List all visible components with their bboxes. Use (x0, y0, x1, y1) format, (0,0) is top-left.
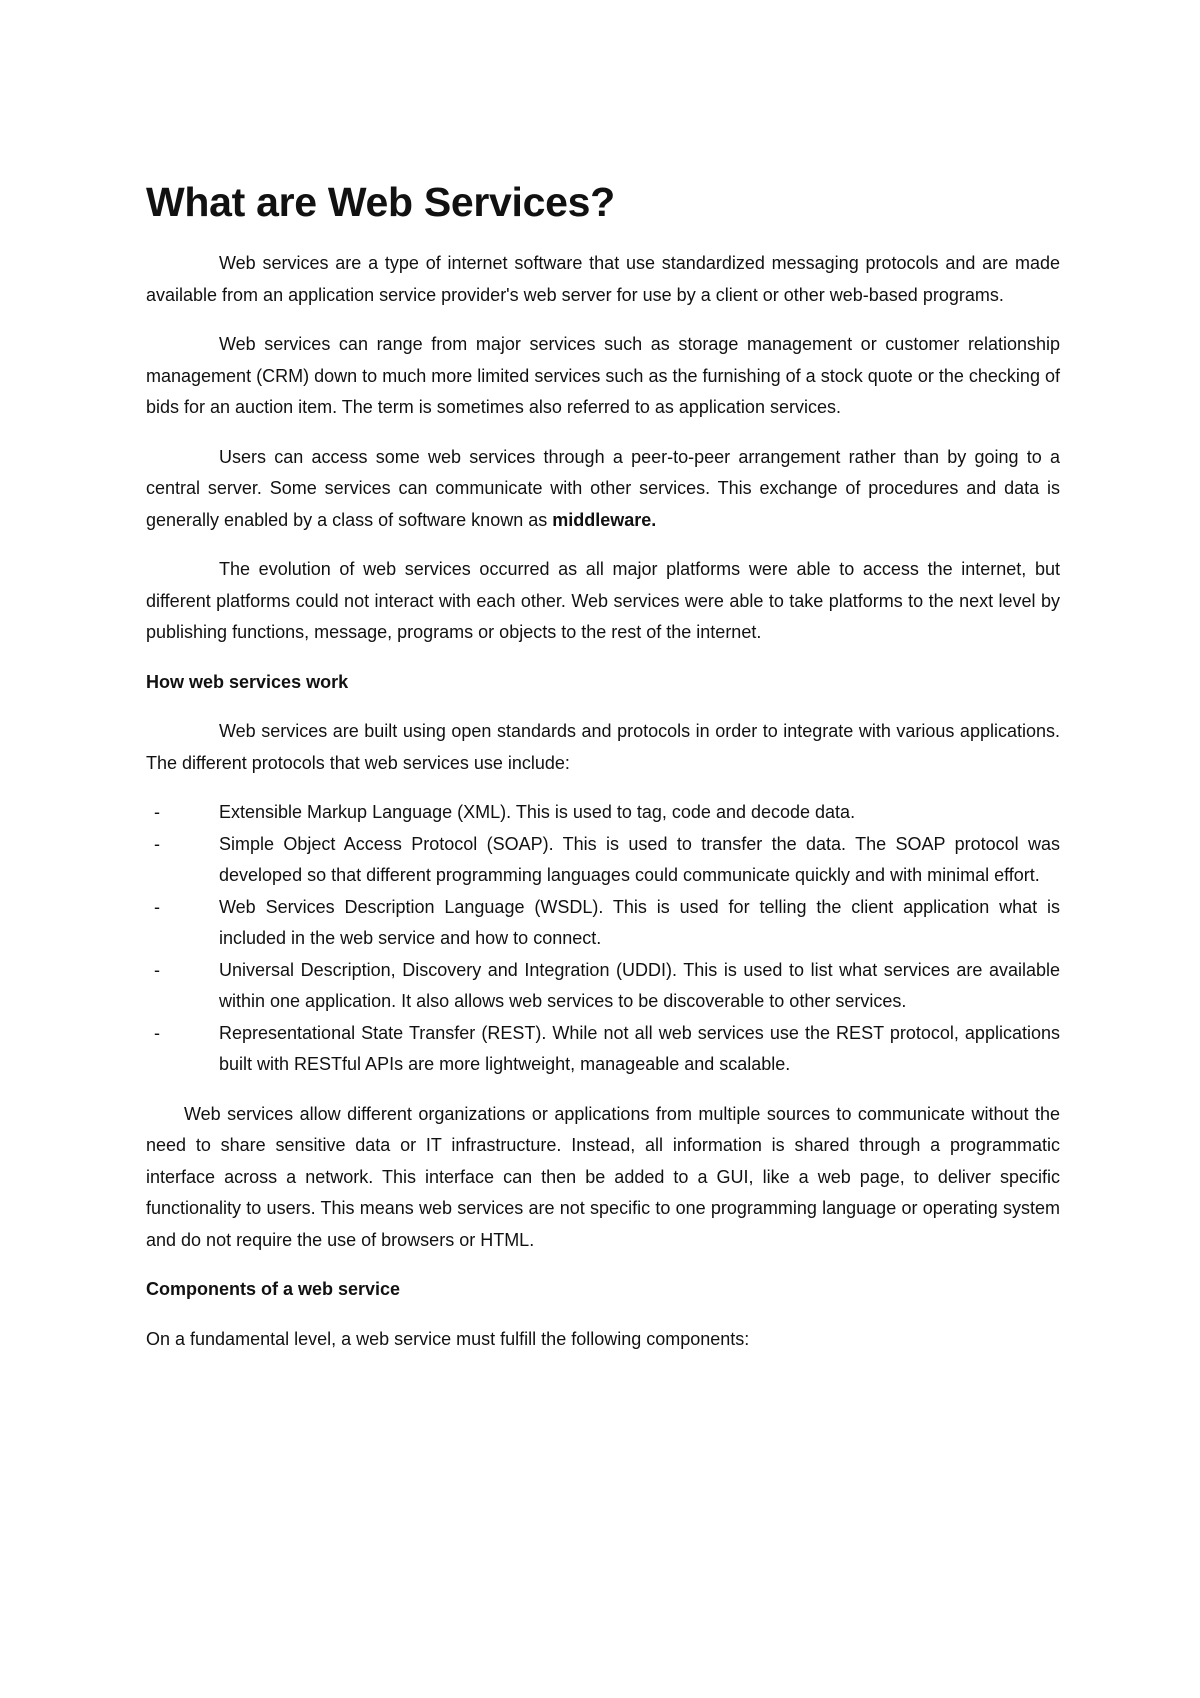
paragraph-protocols-intro: Web services are built using open standards and protocols in order to integrate with various applications. The different protocols that web services use include: (146, 721, 1060, 773)
bullet-dash: - (154, 959, 160, 980)
bullet-dash: - (154, 802, 160, 822)
list-item-text: Representational State Transfer (REST). While not all web services use the REST protocol, applications built with RESTful APIs are more lightweight, manageable and scalable. (219, 1022, 1060, 1074)
paragraph-evolution: The evolution of web services occurred as all major platforms were able to access the internet, but different platforms could not interact with each other. Web services were able to take platforms to the next level by publishing functions, message, programs or objects to the rest of the internet. (146, 559, 1060, 642)
paragraph-access (146, 442, 1060, 537)
middleware-term: middleware. (552, 509, 657, 530)
list-item-text: Extensible Markup Language (XML). This is used to tag, code and decode data. (219, 802, 856, 822)
paragraph-closing: Web services allow different organizations or applications from multiple sources to communicate without the need to share sensitive data or IT infrastructure. Instead, all information is shared through a programmatic interface across a network. This interface can then be added to a GUI, like a web page, to deliver specific functionality to users. This means web services are not specific to one programming language or operating system and do not require the use of browsers or HTML. (146, 1103, 1060, 1250)
paragraph-range: Web services can range from major services such as storage management or customer relationship management (CRM) down to much more limited services such as the furnishing of a stock quote or the checking of bids for an auction item. The term is sometimes also referred to as application services. (146, 334, 1060, 417)
list-item-uddi (146, 955, 1060, 1018)
paragraph-access-text: Users can access some web services through a peer-to-peer arrangement rather than by going to a central server. Some services can communicate with other services. This exchange of procedures and data is generally enabled by a class of software known as (146, 446, 1060, 530)
list-item-rest (146, 1018, 1060, 1081)
paragraph-intro: Web services are a type of internet software that use standardized messaging protocols and are made available from an application service provider's web server for use by a client or other web-based programs. (146, 253, 1060, 305)
list-item-text: Web Services Description Language (WSDL). This is used for telling the client application what is included in the web service and how to connect. (219, 896, 1060, 948)
bullet-dash: - (154, 1022, 160, 1043)
list-item-wsdl (146, 892, 1060, 955)
document-body (146, 178, 1060, 1373)
bullet-dash: - (154, 896, 160, 917)
list-item-text: Universal Description, Discovery and Integration (UDDI). This is used to list what services are available within one application. It also allows web services to be discoverable to other services. (219, 959, 1060, 1011)
section-heading-how-web-services-work: How web services work (146, 671, 349, 692)
list-item-soap (146, 829, 1060, 892)
section-heading-components: Components of a web service (146, 1279, 401, 1299)
protocol-list (146, 797, 1060, 1081)
bullet-dash: - (154, 833, 160, 854)
list-item-text: Simple Object Access Protocol (SOAP). This is used to transfer the data. The SOAP protocol was developed so that different programming languages could communicate quickly and with minimal effort. (219, 833, 1060, 885)
paragraph-components-intro: On a fundamental level, a web service must fulfill the following components: (146, 1328, 750, 1349)
list-item-xml (146, 797, 1060, 829)
page-title: What are Web Services? (146, 179, 615, 225)
